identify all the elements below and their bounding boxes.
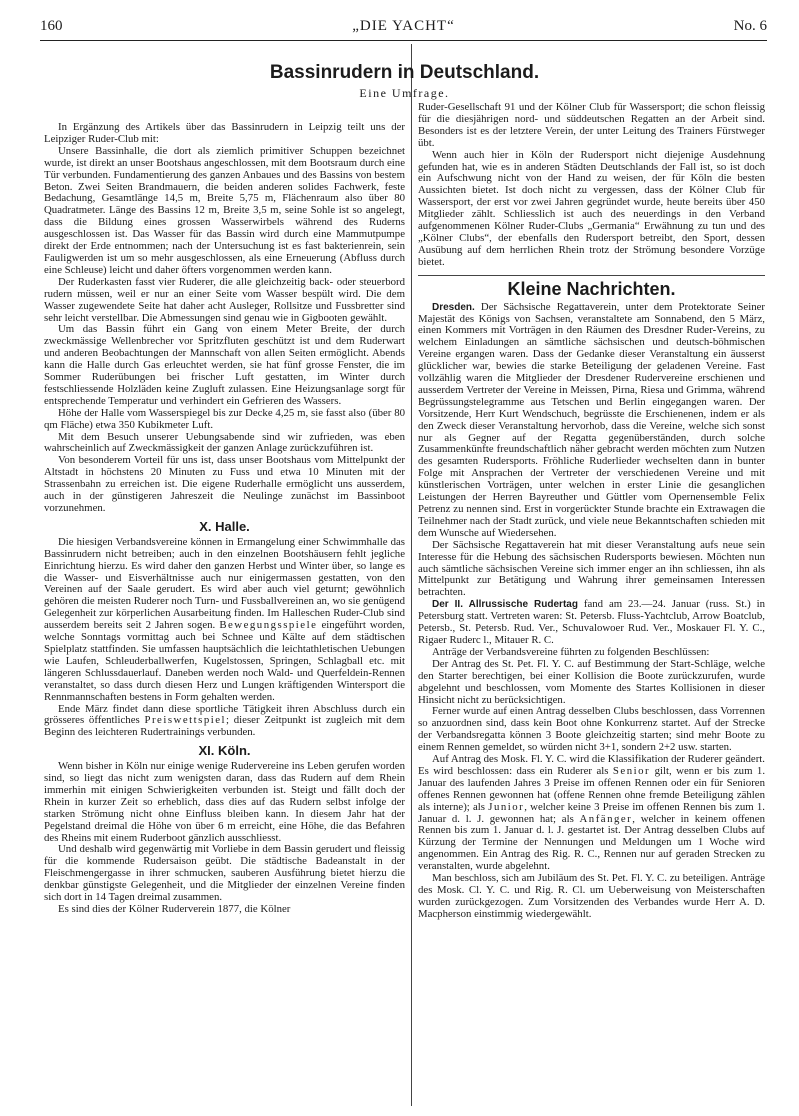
dateline: Dresden. — [432, 301, 475, 313]
page-header — [40, 16, 767, 42]
paragraph: Ruder-Gesellschaft 91 und der Kölner Club für Wassersport; die schon fleissig für die diesjährigen nord- und süddeutschen Regatten an der Arbeit sind. Besonders ist es der letztere Verein, der unter Leitung des Trainers Fürstweger übt. — [418, 101, 765, 149]
article-title: Bassinrudern in Deutschland. — [269, 62, 540, 83]
paragraph — [418, 599, 765, 647]
paragraph: Und deshalb wird gegenwärtig mit Vorliebe in dem Bassin gerudert und fleissig für die kommende Rudersaison geübt. Die städtische Badeanstalt in der Fleischmengergasse in ihrer schmucken, sauberen Ausführung bietet hierzu die denkbar günstigste Gelegenheit, und die Mitglieder der einzelnen Vereine finden sich dort in 14 Tagen dreimal zusammen. — [44, 843, 405, 904]
paragraph: Ferner wurde auf einen Antrag desselben Clubs beschlossen, dass Vorrennen so anzuordnen sind, dass kein Boot ohne Konkurrenz startet. Auf der Strecke der Verbandsregatta können 3 Boote gleichzeitig starten; sind mehr Boote zu einem Rennen gemeldet, so würden nicht 3+1, sondern 2+2 usw. starten. — [418, 705, 765, 754]
page-number: 160 — [40, 18, 63, 34]
paragraph — [44, 537, 405, 704]
paragraph: In Ergänzung des Artikels über das Bassinrudern in Leipzig teilt uns der Leipziger Ruder-Club mit: — [44, 121, 405, 145]
paragraph: Von besonderem Vorteil für uns ist, dass unser Bootshaus vom Mittelpunkt der Altstadt in höchstens 20 Minuten zu Fuss und etwa 10 Minuten mit der Strassenbahn zu erreichen ist. Die eigene Ruderhalle ermöglicht uns ausserdem, auch in der günstigeren Jahreszeit die Neulinge zunächst im Bassinboot vorzunehmen. — [44, 454, 405, 514]
text: Ende März findet dann diese sportliche Tätigkeit ihren Abschluss durch ein grösseres öffentliches — [44, 702, 405, 727]
spaced-text: Junior — [488, 800, 525, 813]
dateline: Der II. Allrussische Rudertag — [432, 599, 578, 611]
column-divider — [411, 44, 412, 1106]
paragraph: Höhe der Halle vom Wasserspiegel bis zur Decke 4,25 m, sie fasst also (über 80 qm Fläche) etwa 350 Kubikmeter Luft. — [44, 406, 405, 431]
kleine-nachrichten-heading: Kleine Nachrichten. — [507, 278, 676, 299]
paragraph: Der Ruderkasten fasst vier Ruderer, die alle gleichzeitig back- oder steuerbord rudern müssen, weil er nur an einer Seite vom Wasser bespült wird. Die dem Wasser zugewendete Seite hat daher acht Ausleger, Rollsitze und Fussbretter sind sehr leicht verstellbar. Die Abmessungen sind genau wie in Gigbooten gewählt. — [44, 275, 405, 324]
text: ; dieser Zeitpunkt ist zugleich mit dem Beginn des leichteren Rudertrainings verbunden. — [44, 714, 405, 739]
paragraph: Der Antrag des St. Pet. Fl. Y. C. auf Bestimmung der Start-Schläge, welche den Starter berechtigen, bei einer Kollision die Boote zurückzurufen, wurde abgelehnt und beschlossen, vom Momente des Startes Kollisionen in dieser Hinsicht nicht zu berücksichtigen. — [418, 657, 765, 706]
section-heading-koeln: XI. Köln. — [198, 743, 251, 759]
paragraph — [418, 302, 765, 540]
paragraph: Um das Bassin führt ein Gang von einem Meter Breite, der durch zweckmässige Wellenbrecher vor Spritzfluten geschützt ist und dem Ruderwart und anderen Beobachtungen der Mannschaft von allen Seiten ermöglicht. Abends kann die Halle durch Gas erleuchtet werden, sie hat fünf grosse Fenster, die im Sommer Ruderübungen bei frischer Luft gestatten, im Winter durch festschliessende Holzläden keine Zugluft zulassen. Eine Heizungsanlage sorgt für entsprechende Temperatur und verhindert ein Gefrieren des Wassers. — [44, 323, 405, 407]
text: gilt, wenn er bis zum 1. Januar des laufenden Jahres 3 Preise im offenen Rennen oder ein für Senioren offenes Rennen gewonnen hat (offene Rennen ohne fremde Beteiligung zählen als interne); als — [418, 764, 765, 813]
paragraph: Wenn auch hier in Köln der Rudersport nicht diejenige Ausdehnung gefunden hat, wie es in anderen Städten Deutschlands der Fall ist, so ist doch ein Aufschwung nicht von der Hand zu weisen, der für Köln die besten Aussichten bietet. Ist doch nicht zu vergessen, dass der Kölner Club für Wassersport, der erst vor zwei Jahren gegründet wurde, heute bereits über 450 Mitglieder zählt. Schliesslich ist auch des neuerdings in den Verband aufgenommenen Kölner Ruder-Clubs „Germania“ Erwähnung zu tun und des „Kölner Clubs“, der ebenfalls den Rudersport betreibt, den Sport, dessen Ausübung auf dem herrlichen Rhein trotz der Strömung besondere Vorzüge bietet. — [418, 148, 765, 268]
paragraph — [44, 704, 405, 740]
header-rule — [40, 40, 767, 41]
left-column — [44, 44, 405, 1108]
text: fand am 23.—24. Januar (russ. St.) in Petersburg statt. Vertreten waren: St. Petersb. Fluss-Yachtclub, Arrow Boatclub, Petersb., St. Petersb. Rud. Ver., Schuvalowoer Rud. Ver., Moskauer Fl. Y. C., Rigaer Ruderc l., Mitauer R. C. — [418, 598, 765, 646]
paragraph: Man beschloss, sich am Jubiläum des St. Pet. Fl. Y. C. zu beteiligen. Anträge des Mosk. Cl. Y. C. und Rig. R. Cl. um Ueberweisung von Meisterschaften wurden zurückgezogen. Zum Vorsitzenden des Verbandes wurde Herr A. D. Macpherson einstimmig wiedergewählt. — [418, 872, 765, 920]
article-subtitle: Eine Umfrage. — [359, 86, 450, 100]
paragraph: Anträge der Verbandsvereine führten zu folgenden Beschlüssen: — [432, 645, 710, 658]
text: Auf Antrag des Mosk. Fl. Y. C. wird die Klassifikation der Ruderer geändert. Es wird beschlossen: dass ein Ruderer als — [418, 753, 765, 777]
spaced-text: Senior — [612, 764, 651, 777]
paragraph — [418, 754, 765, 873]
spaced-text: Bewegungsspiele — [219, 619, 318, 632]
right-column — [418, 44, 765, 1108]
paragraph: Es sind dies der Kölner Ruderverein 1877, die Kölner — [58, 903, 291, 915]
text: , welcher keine 3 Preise im offenen Rennen bis zum 1. Januar d. l. J. gewonnen hat; als — [418, 800, 765, 825]
journal-title: „DIE YACHT“ — [352, 18, 455, 34]
paragraph: Mit dem Besuch unserer Uebungsabende sind wir zufrieden, was eben wahrscheinlich auf Zweckmässigkeit der ganzen Anlage zurückzuführen ist. — [44, 430, 405, 455]
text: , welcher in keinem offenen Rennen bis zum 1. Januar d. l. J. gestartet ist. Der Antrag desselben Clubs auf Kürzung der Termine der Nennungen und Meldungen um 1 Woche wird angenommen. Ein Antrag des Rig. R. C., Rennen nur auf geraden Strecken zu veranstalten, wurde abgelehnt. — [418, 812, 765, 873]
section-rule — [418, 275, 765, 276]
text: Der Sächsische Regattaverein, unter dem Protektorate Seiner Majestät des Königs von Sachsen, veranstaltete am Sonnabend, den 5 März, einen Kommers mit Vorträgen in den Räumen des Dresdner Ruder-Vereins, zu welchem Einladungen an sämtliche sächsischen und deutsch-böhmischen Vereine ergangen waren. Dass der Gedanke dieser Veranstaltung ein äusserst glücklicher war, bewies die starke Beteiligung der geladenen Vereine. Fast vollzählig waren die Mitglieder der Dresdener Rudervereine erschienen und ausserdem Vertreter der Vereine in Meissen, Pirna, Riesa und Grimma, während Begrüssungstelegramme aus Tetschen und Berlin eingegangen waren. Der Vorsitzende, Herr Kurt Wendschuch, begrüsste die Erschienenen, indem er als den Zweck dieser Veranstaltung hervorhob, dass die Vereine, welche sich sonst nur als Gegner auf der Regatta gegenüberständen, durch solche Zusammenkünfte freundschaftlich näher gebracht werden möchten zum Nutzen des gesamten Rudersports. Fröhliche Ruderlieder wechselten dann in bunter Folge mit Ansprachen der Vertreter der verschiedenen Vereine und mit künstlerischen Vorträgen, unter welchen in erster Linie die gesanglichen Leistungen der Herren Bayreuther und Güttler vom Opernensemble Felix Petrenz zu nennen sind. Erst in vorgerückter Stunde brachte ein Extrawagen die Teilnehmer nach der Stadt zurück, und viele neue Bekanntschaften schieden mit dem Wunsche auf Wiedersehen. — [418, 300, 765, 539]
spaced-text: Preiswettspiel — [144, 714, 227, 727]
text: Die hiesigen Verbandsvereine können in Ermangelung einer Schwimmhalle das Bassinrudern nicht betreiben; auch in den einzelnen Bootshäusern fehlt jegliche Einrichtung hierzu. Es wird daher den ganzen Herbst und Winter über, so lange es die Wasser- und Eisverhältnisse auch nur einigermassen gestatten, von den Vereinen auf der Saale gerudert. Es wird aber auch viel geturnt; gewöhnlich gehören die meisten Ruderer noch Turn- und Fussballvereinen an, wo sie genügend Gelegenheit zur körperlichen Ausarbeitung finden. Im Halleschen Ruder-Club sind ausserdem bereits seit 2 Jahren sogen. — [44, 535, 405, 632]
paragraph: Unsere Bassinhalle, die dort als ziemlich primitiver Schuppen bezeichnet wurde, ist direkt an unser Bootshaus angeschlossen, mit dem Bootsraum durch eine Tür verbunden. Fundamentierung des ganzen Anbaues und des Bassins von bestem Beton. Zwei Seiten Brandmauern, die beiden anderen solides Fachwerk, feste Bedachung, Gesamtlänge 14,5 m, Breite 5,75 m, Flächenraum also über 80 Quadratmeter. Länge des Bassins 12 m, Breite 3,5 m, seine Sohle ist so angelegt, dass die Bildung eines grossen Wasserwirbels während des Ruderns ausgeschlossen ist. Das Wasser für das Bassin wird durch eine Mammutpumpe direkt der Erde entnommen; nach der Untersuchung ist es fast bakterienrein, sein Fauligwerden ist um so mehr ausgeschlossen, als eine Erneuerung (Abfluss durch eine Schleuse) leicht und daher öfters vorgenommen werden kann. — [44, 144, 405, 276]
issue-number: No. 6 — [733, 18, 767, 34]
spaced-text: Anfänger — [579, 812, 633, 825]
section-heading-halle: X. Halle. — [199, 518, 250, 534]
paragraph: Der Sächsische Regattaverein hat mit dieser Veranstaltung aufs neue sein Interesse für die Hebung des sächsischen Rudersports bewiesen. Möchten nun auch sämtliche sächsischen Vereine sich immer enger an ihn schliessen, ihn als Mittelpunkt zur Betätigung und Wahrung ihrer gemeinsamen Interessen betrachten. — [418, 538, 765, 599]
text: eingeführt worden, welche Sonntags vormittag auch bei Schnee und Kälte auf dem städtischen Spielplatz stattfinden. Sie umfassen hauptsächlich die leichtathletischen Uebungen wie Laufen, Schleuderballwerfen, Kugelstossen, Springen, Schlagball etc. mit längeren Schlussdauerlauf. Daneben werden noch Wald- und Querfeldein-Rennen veranstaltet, so dass durch diesen Herz und Lungen kräftigenden Wintersport die Rennmannschaften bestens in Form gehalten werden. — [44, 619, 405, 703]
paragraph: Wenn bisher in Köln nur einige wenige Rudervereine ins Leben gerufen worden sind, so liegt das nicht zum wenigsten daran, dass das Rudern auf dem Rhein immerhin mit einigen Schwierigkeiten verbunden ist. Steigt und fällt doch der Rhein in kurzer Zeit so erheblich, dass dies auf das Rudern selbst infolge der starken Strömung nicht ohne Einfluss bleiben kann. In diesem Jahr hat der Pegelstand dreimal die Höhe von über 6 m erreicht, eine Höhe, die das Befahren des Rheins mit einem Ruderboot gänzlich ausschliesst. — [44, 760, 405, 844]
